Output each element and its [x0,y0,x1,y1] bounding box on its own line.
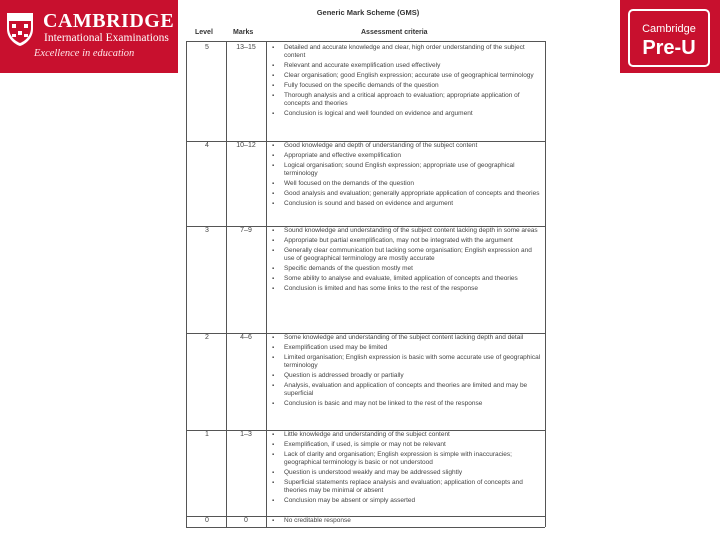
criterion-item: ▪ Thorough analysis and a critical approach to evaluation; appropriate application of concepts and theories [272,92,542,108]
marks-cell: 7–9 [240,227,252,234]
level-cell: 2 [205,334,209,341]
criterion-item: ▪ Well focused on the demands of the question [272,180,542,188]
criterion-item: ▪ Conclusion is logical and well founded on evidence and argument [272,110,542,118]
criterion-item: ▪ Exemplification, if used, is simple or may not be relevant [272,441,542,449]
criterion-item: ▪ Question is understood weakly and may be addressed slightly [272,469,542,477]
pre-u-badge-big: Pre-U [642,37,696,59]
criterion-item: ▪ Question is addressed broadly or partially [272,372,542,380]
marks-cell: 1–3 [240,431,252,438]
criterion-item: ▪ No creditable response [272,517,542,525]
table-bottom-rule [186,527,545,528]
table-divider-marks [266,41,267,527]
pre-u-badge-small: Cambridge [642,23,696,35]
criterion-item: ▪ Conclusion may be absent or simply asserted [272,497,542,505]
table-border-right [545,41,546,527]
criterion-item: ▪ Logical organisation; sound English expression; appropriate use of geographical terminology [272,162,542,178]
criterion-item: ▪ Little knowledge and understanding of the subject content [272,431,542,439]
criterion-item: ▪ Appropriate and effective exemplification [272,152,542,160]
criterion-item: ▪ Appropriate but partial exemplification, may not be integrated with the argument [272,237,542,245]
criterion-item: ▪ Some ability to analyse and evaluate, limited application of concepts and theories [272,275,542,283]
criterion-item: ▪ Some knowledge and understanding of the subject content lacking depth and detail [272,334,542,342]
criterion-item: ▪ Sound knowledge and understanding of the subject content lacking depth in some areas [272,227,542,235]
criterion-item: ▪ Fully focused on the specific demands of the question [272,82,542,90]
document-title: Generic Mark Scheme (GMS) [316,8,420,17]
level-cell: 3 [205,227,209,234]
brand-name: CAMBRIDGE [43,10,175,32]
criterion-item: ▪ Conclusion is sound and based on evidence and argument [272,200,542,208]
criterion-item: ▪ Lack of clarity and organisation; English expression is simple with inaccuracies; geographical terminology is basic or not understood [272,451,542,467]
pre-u-banner [620,0,720,73]
header-criteria: Assessment criteria [361,29,428,36]
criterion-item: ▪ Generally clear communication but lacking some organisation; English expression and use of geographical terminology are mostly accurate [272,247,542,263]
brand-subtitle: International Examinations [44,32,169,44]
table-header-rule [186,41,545,42]
brand-tagline: Excellence in education [34,48,135,59]
criterion-item: ▪ Limited organisation; English expression is basic with some accurate use of geographical terminology [272,354,542,370]
criterion-item: ▪ Good analysis and evaluation; generally appropriate application of concepts and theories [272,190,542,198]
level-cell: 0 [205,517,209,524]
criterion-item: ▪ Analysis, evaluation and application of concepts and theories are limited and may be superficial [272,382,542,398]
criterion-item: ▪ Specific demands of the question mostly met [272,265,542,273]
level-cell: 4 [205,142,209,149]
criterion-item: ▪ Conclusion is limited and has some links to the rest of the response [272,285,542,293]
header-marks: Marks [233,29,254,36]
marks-cell: 0 [244,517,248,524]
level-cell: 5 [205,44,209,51]
cambridge-logo-banner [0,0,178,73]
criterion-item: ▪ Conclusion is basic and may not be linked to the rest of the response [272,400,542,408]
criterion-item: ▪ Detailed and accurate knowledge and clear, high order understanding of the subject content [272,44,542,60]
marks-cell: 10–12 [236,142,256,149]
header-level: Level [195,29,213,36]
criterion-item: ▪ Good knowledge and depth of understanding of the subject content [272,142,542,150]
table-divider-level [226,41,227,527]
level-cell: 1 [205,431,209,438]
criterion-item: ▪ Exemplification used may be limited [272,344,542,352]
criterion-item: ▪ Superficial statements replace analysis and evaluation; application of concepts and theories may be minimal or absent [272,479,542,495]
criterion-item: ▪ Relevant and accurate exemplification used effectively [272,62,542,70]
table-border-left [186,41,187,527]
mark-scheme-document [181,0,555,540]
marks-cell: 13–15 [236,44,256,51]
criterion-item: ▪ Clear organisation; good English expression; accurate use of geographical terminology [272,72,542,80]
cambridge-crest-icon [5,11,35,47]
marks-cell: 4–6 [240,334,252,341]
pre-u-badge [628,9,710,67]
